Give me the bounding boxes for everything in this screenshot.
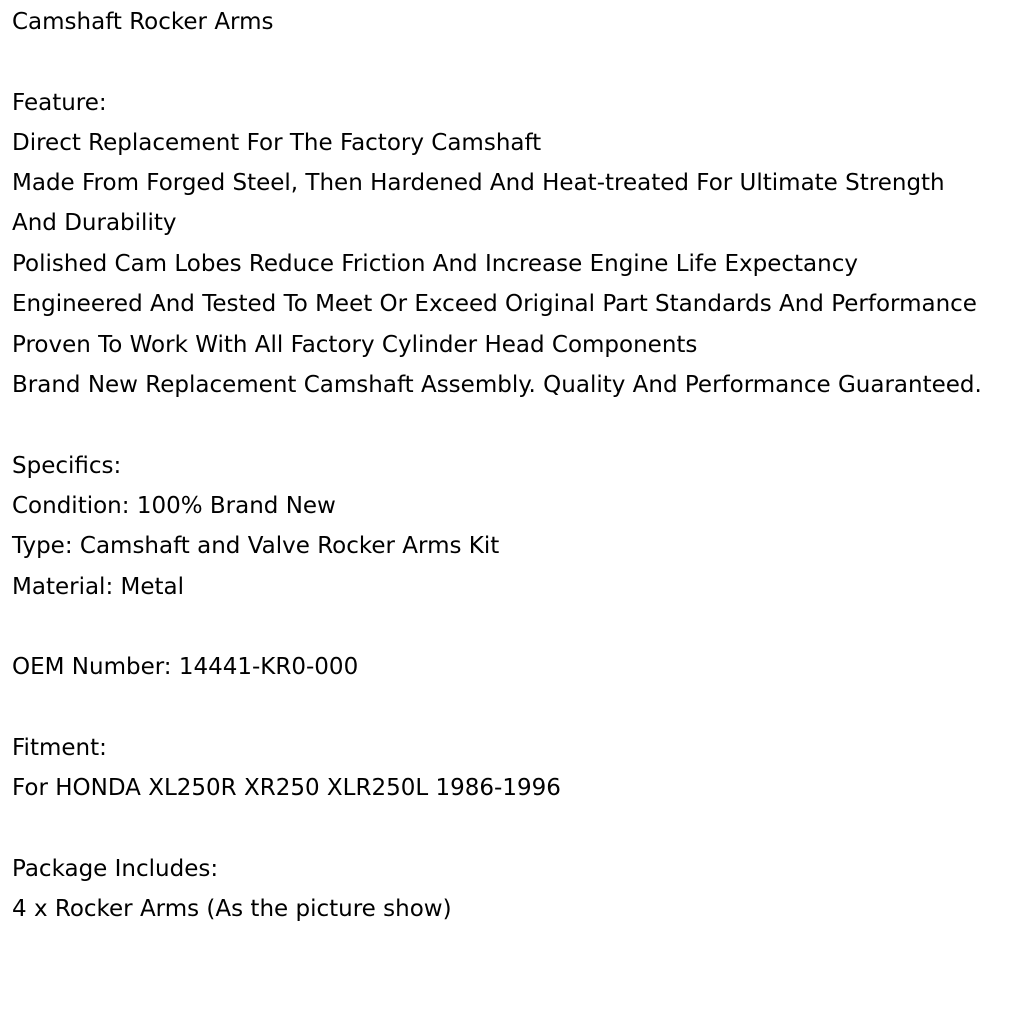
oem-number: OEM Number: 14441-KR0-000 [12, 654, 359, 680]
specifics-item: Material: Metal [12, 574, 184, 600]
feature-item: Brand New Replacement Camshaft Assembly. Quality And Performance Guaranteed. [12, 372, 982, 398]
specifics-heading: Specifics: [12, 453, 122, 479]
feature-item: Direct Replacement For The Factory Camshaft [12, 130, 542, 156]
specifics-item: Condition: 100% Brand New [12, 493, 336, 519]
feature-item: Polished Cam Lobes Reduce Friction And Increase Engine Life Expectancy [12, 251, 858, 277]
fitment-item: For HONDA XL250R XR250 XLR250L 1986-1996 [12, 775, 561, 801]
feature-item: Made From Forged Steel, Then Hardened And Heat-treated For Ultimate Strength [12, 170, 945, 196]
document-title: Camshaft Rocker Arms [12, 9, 274, 35]
feature-item: And Durability [12, 210, 177, 236]
feature-heading: Feature: [12, 90, 107, 116]
fitment-heading: Fitment: [12, 735, 107, 761]
specifics-item: Type: Camshaft and Valve Rocker Arms Kit [12, 533, 500, 559]
feature-item: Engineered And Tested To Meet Or Exceed Original Part Standards And Performance [12, 291, 977, 317]
feature-item: Proven To Work With All Factory Cylinder Head Components [12, 332, 698, 358]
package-item: 4 x Rocker Arms (As the picture show) [12, 896, 452, 922]
package-heading: Package Includes: [12, 856, 219, 882]
